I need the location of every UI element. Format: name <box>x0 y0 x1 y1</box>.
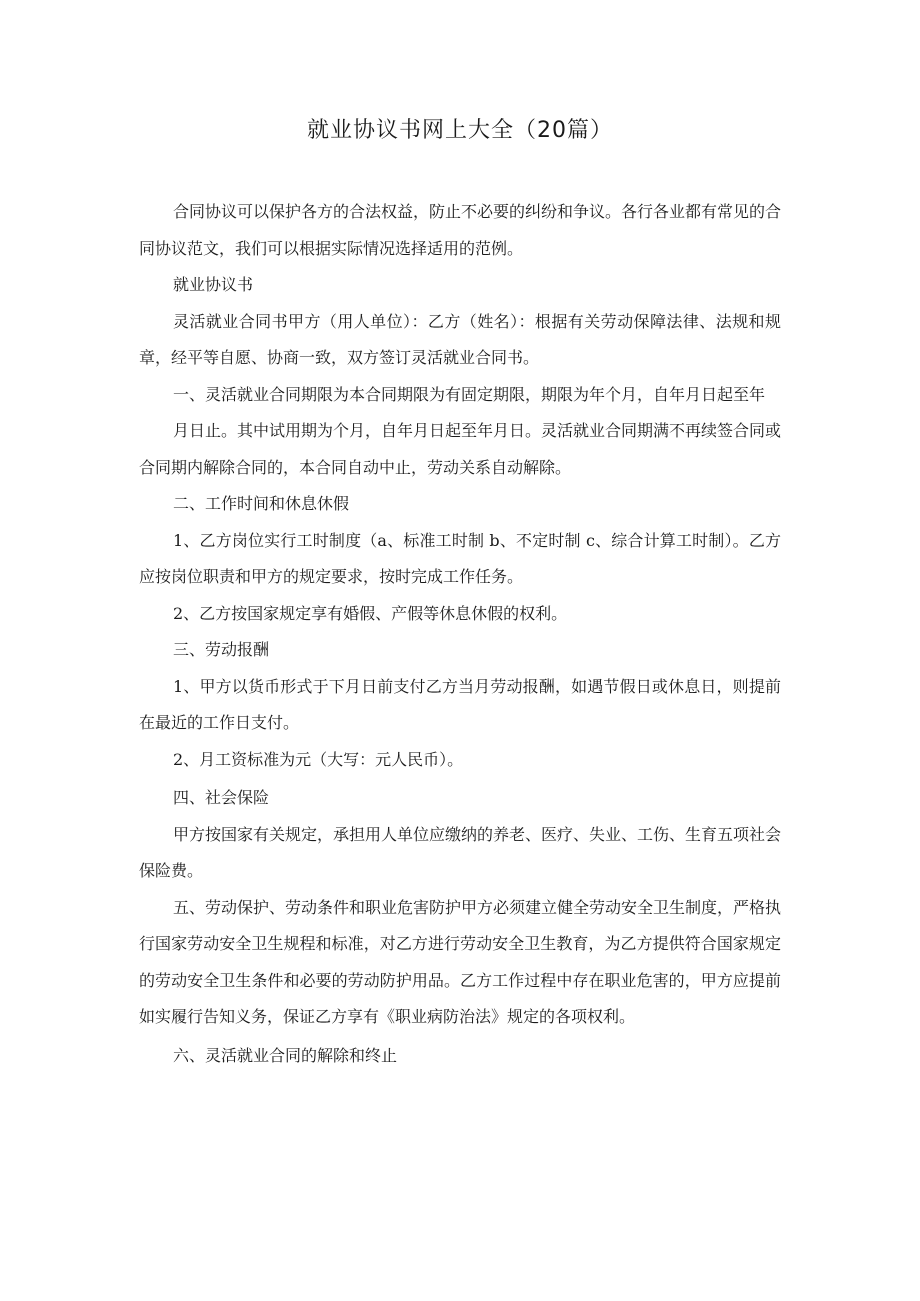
section-heading-working-hours: 二、工作时间和休息休假 <box>173 494 350 513</box>
working-hours-clause-1: 1、乙方岗位实行工时制度（a、标准工时制 b、不定时制 c、综合计算工时制）。乙方应按岗位职责和甲方的规定要求，按时完成工作任务。 <box>139 530 781 586</box>
contract-preamble-paragraph: 灵活就业合同书甲方（用人单位）：乙方（姓名）：根据有关劳动保障法律、法规和规章，经平等自愿、协商一致，双方签订灵活就业合同书。 <box>139 311 781 367</box>
document-body <box>139 194 781 1074</box>
social-insurance-paragraph: 甲方按国家有关规定，承担用人单位应缴纳的养老、医疗、失业、工伤、生育五项社会保险费。 <box>139 824 782 880</box>
document-title: 就业协议书网上大全（20篇） <box>307 118 613 143</box>
section-heading-social-insurance: 四、社会保险 <box>173 788 270 807</box>
working-hours-clause-2: 2、乙方按国家规定享有婚假、产假等休息休假的权利。 <box>173 603 568 623</box>
section-heading-remuneration: 三、劳动报酬 <box>173 640 270 659</box>
remuneration-clause-1: 1、甲方以货币形式于下月日前支付乙方当月劳动报酬，如遇节假日或休息日，则提前在最近的工作日支付。 <box>139 676 781 732</box>
labor-protection-paragraph: 五、劳动保护、劳动条件和职业危害防护甲方必须建立健全劳动安全卫生制度，严格执行国家劳动安全卫生规程和标准，对乙方进行劳动安全卫生教育，为乙方提供符合国家规定的劳动安全卫生条件和必要的劳动防护用品。乙方工作过程中存在职业危害的，甲方应提前如实履行告知义务，保证乙方享有《职业病防治法》规定的各项权利。 <box>139 897 782 1026</box>
intro-paragraph: 合同协议可以保护各方的合法权益，防止不必要的纠纷和争议。各行各业都有常见的合同协议范文，我们可以根据实际情况选择适用的范例。 <box>139 202 782 258</box>
contract-term-paragraph: 一、灵活就业合同期限为本合同期限为有固定期限，期限为年个月，自年月日起至年 <box>173 384 766 404</box>
section-heading-termination: 六、灵活就业合同的解除和终止 <box>173 1045 398 1065</box>
probation-paragraph: 月日止。其中试用期为个月，自年月日起至年月日。灵活就业合同期满不再续签合同或合同期内解除合同的，本合同自动中止，劳动关系自动解除。 <box>139 421 782 477</box>
remuneration-clause-2: 2、月工资标准为元（大写：元人民币）。 <box>173 749 464 769</box>
section-heading-employment-agreement: 就业协议书 <box>173 275 254 294</box>
